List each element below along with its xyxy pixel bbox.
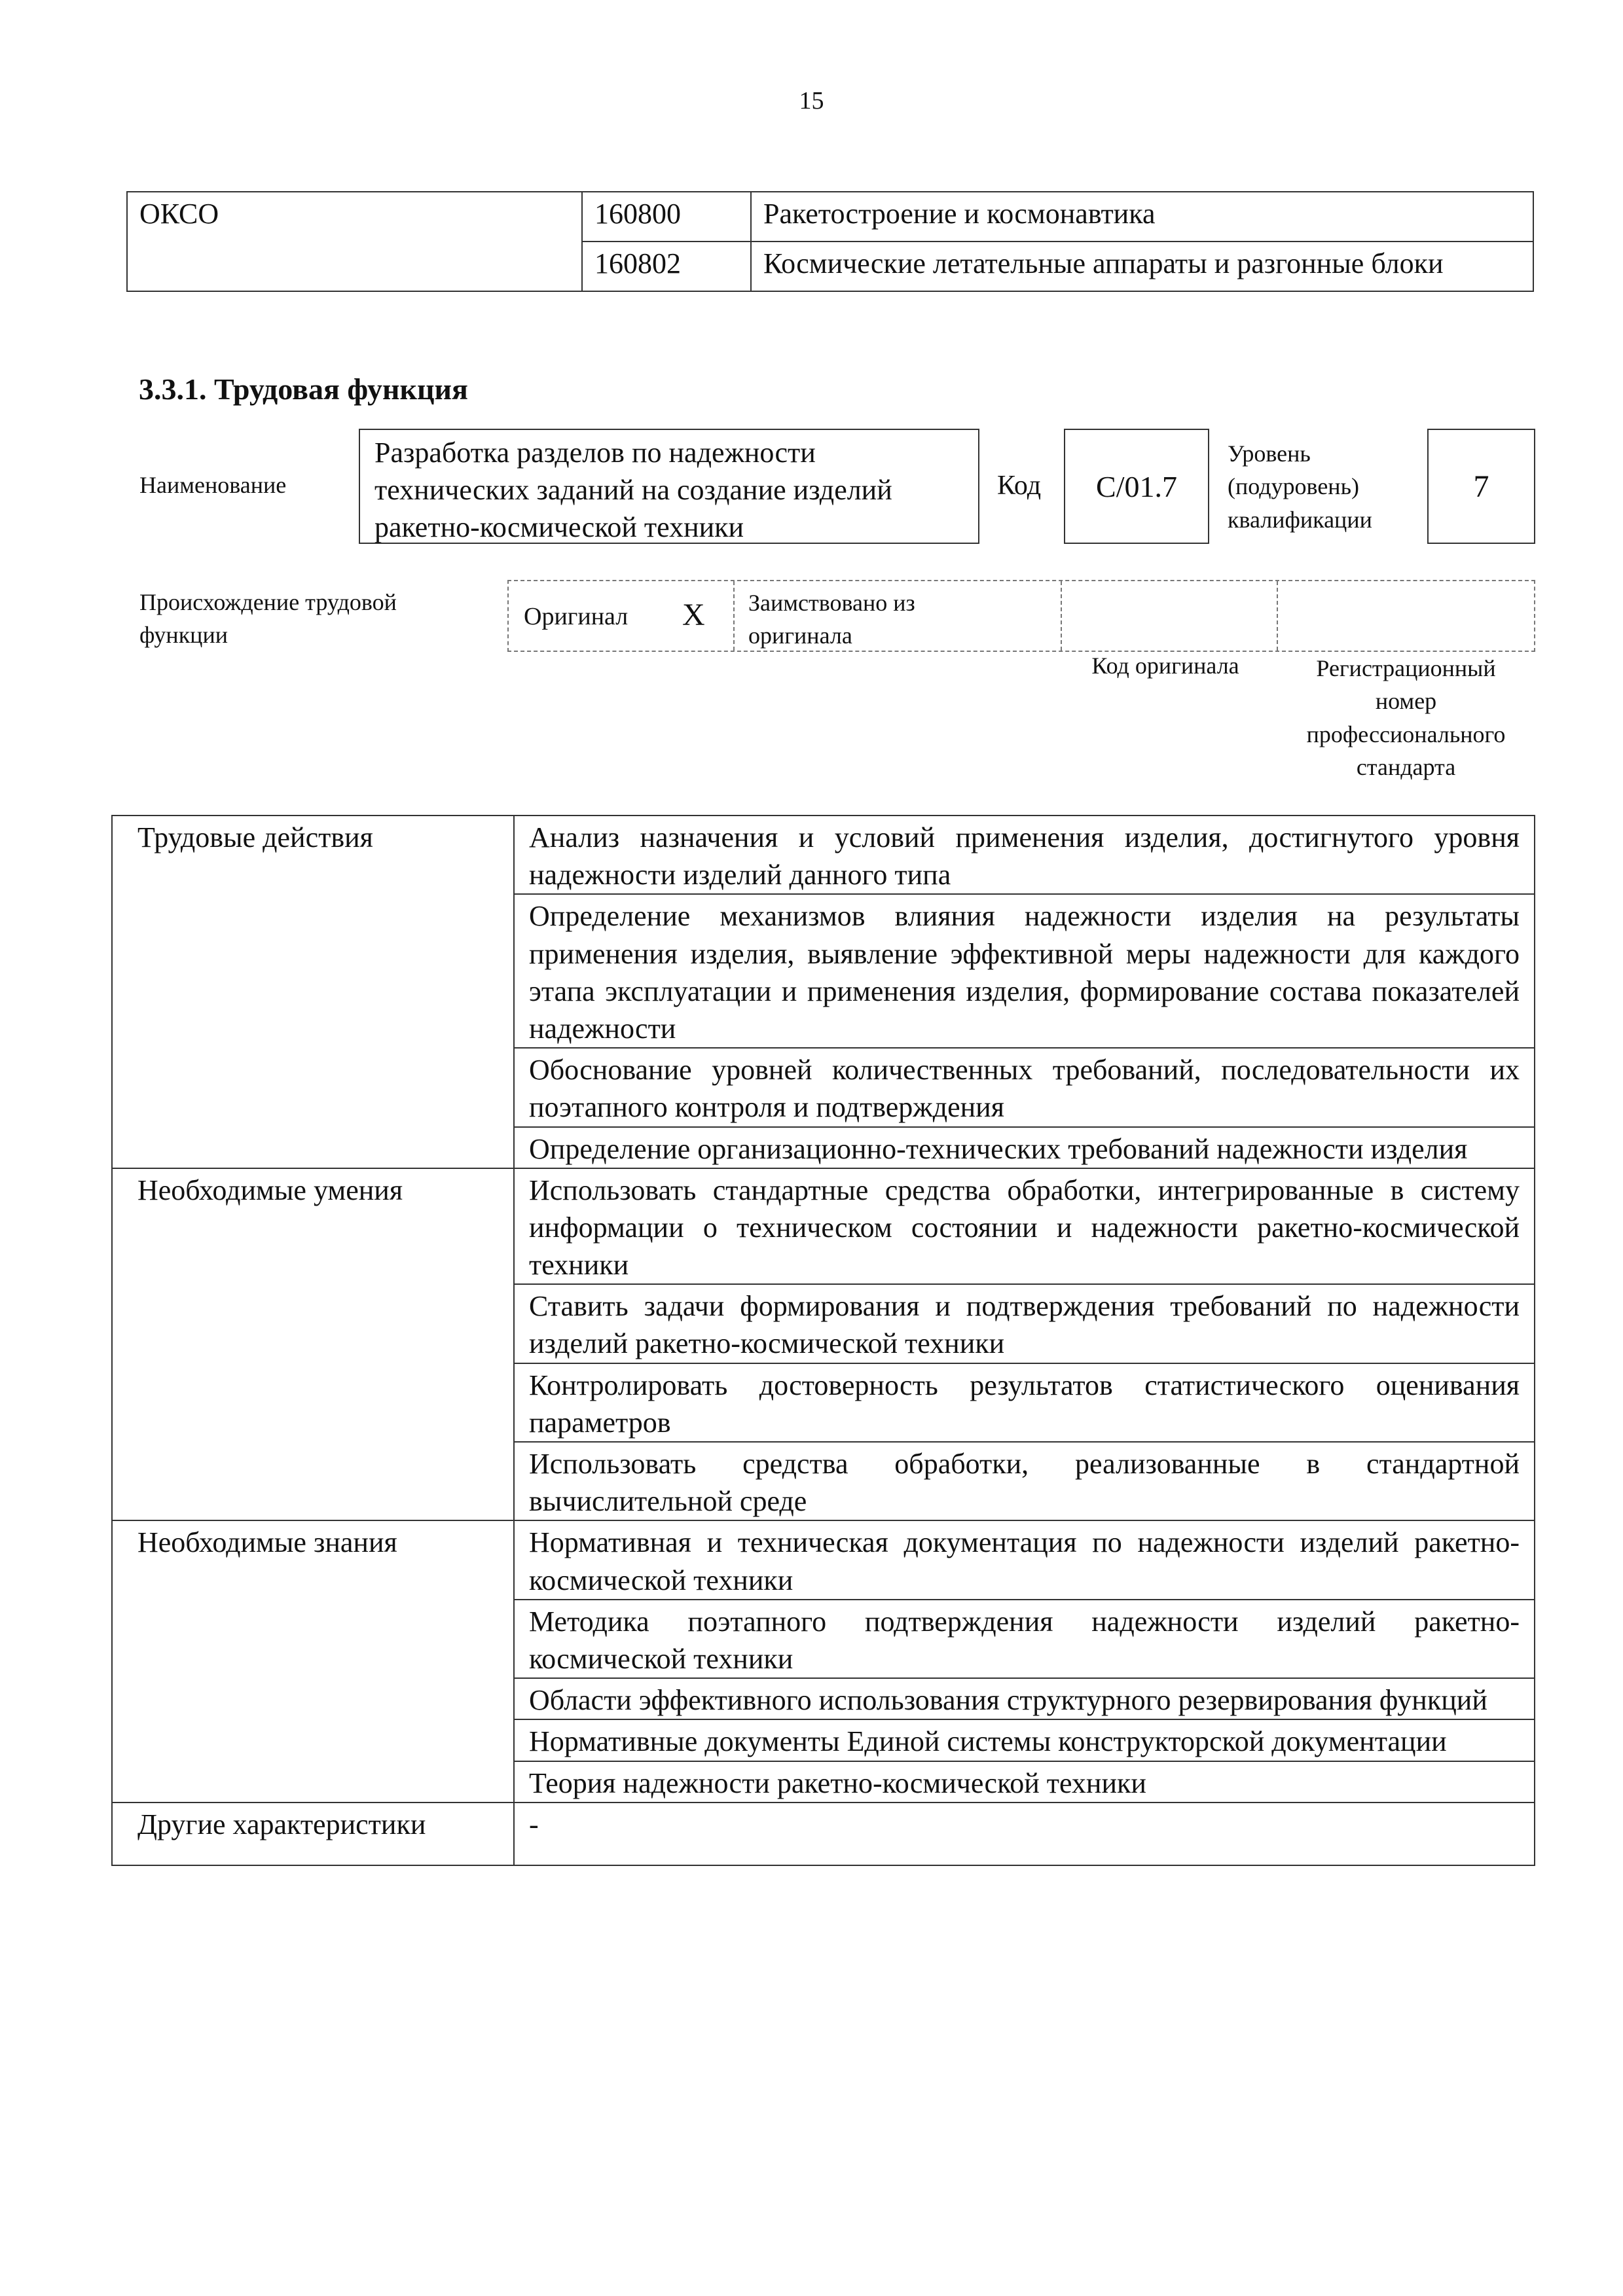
- original-mark: X: [682, 598, 705, 632]
- reg-caption-line: стандарта: [1356, 754, 1456, 781]
- labor-action-item: Определение организационно-технических требований надежности изделия: [514, 1127, 1535, 1168]
- knowledge-item: Нормативная и техническая документация по надежности изделий ракетно-космической техники: [514, 1520, 1535, 1599]
- level-label-line: квалификации: [1228, 506, 1372, 533]
- borrowed-label-line: оригинала: [748, 622, 852, 649]
- reg-caption-line: профессионального: [1306, 721, 1506, 747]
- table-row: [112, 1168, 1535, 1285]
- level-label-line: (подуровень): [1228, 473, 1359, 500]
- labor-action-item: Определение механизмов влияния надежности изделия на результаты применения изделия, выявление эффективной меры надежности для каждого этапа эксплуатации и применения изделия, формирование состава показателей надежности: [514, 894, 1535, 1048]
- knowledge-item: Нормативные документы Единой системы конструкторской документации: [514, 1719, 1535, 1761]
- okso-table: [126, 191, 1534, 292]
- skill-item: Использовать средства обработки, реализованные в стандартной вычислительной среде: [514, 1442, 1535, 1520]
- labor-function-table: [111, 815, 1535, 1866]
- qualification-level-label: [1228, 437, 1372, 536]
- level-label-line: Уровень: [1228, 440, 1311, 467]
- knowledge-item: Теория надежности ракетно-космической техники: [514, 1761, 1535, 1803]
- knowledge-label: Необходимые знания: [112, 1520, 514, 1802]
- origin-label: [139, 586, 397, 652]
- skills-label: Необходимые умения: [112, 1168, 514, 1521]
- page-number: 15: [799, 87, 824, 115]
- origin-table: [507, 580, 1535, 652]
- skill-item: Контролировать достоверность результатов статистического оценивания параметров: [514, 1363, 1535, 1442]
- registration-number-caption: [1277, 652, 1535, 784]
- other-characteristics-value: -: [514, 1803, 1535, 1865]
- labor-actions-label: Трудовые действия: [112, 816, 514, 1168]
- reg-caption-line: Регистрационный: [1316, 655, 1496, 681]
- table-row: [112, 1520, 1535, 1599]
- table-row: [112, 816, 1535, 894]
- name-label: Наименование: [139, 472, 287, 498]
- knowledge-item: Области эффективного использования структурного резервирования функций: [514, 1678, 1535, 1719]
- code-label: Код: [997, 471, 1042, 501]
- labor-action-item: Обоснование уровней количественных требований, последовательности их поэтапного контроля и подтверждения: [514, 1048, 1535, 1126]
- function-name: Разработка разделов по надежности технических заданий на создание изделий ракетно-космической техники: [359, 429, 979, 544]
- okso-code: 160800: [582, 192, 751, 242]
- origin-label-line: функции: [139, 622, 228, 649]
- okso-name: Ракетостроение и космонавтика: [751, 192, 1533, 242]
- borrowed-label: [748, 586, 915, 653]
- skill-item: Использовать стандартные средства обработки, интегрированные в систему информации о техническом состоянии и надежности ракетно-космической техники: [514, 1168, 1535, 1285]
- borrowed-label-line: Заимствовано из: [748, 590, 915, 616]
- okso-label: ОКСО: [127, 192, 582, 291]
- okso-name: Космические летательные аппараты и разгонные блоки: [751, 242, 1533, 291]
- origin-label-line: Происхождение трудовой: [139, 589, 397, 615]
- original-label: Оригинал: [524, 603, 629, 630]
- table-row: [112, 1803, 1535, 1865]
- okso-row: [127, 192, 1533, 242]
- function-code: C/01.7: [1064, 429, 1209, 544]
- other-characteristics-label: Другие характеристики: [112, 1803, 514, 1865]
- knowledge-item: Методика поэтапного подтверждения надежности изделий ракетно-космической техники: [514, 1600, 1535, 1678]
- skill-item: Ставить задачи формирования и подтверждения требований по надежности изделий ракетно-космической техники: [514, 1284, 1535, 1363]
- okso-code: 160802: [582, 242, 751, 291]
- original-code-caption: Код оригинала: [1091, 653, 1239, 679]
- reg-caption-line: номер: [1375, 688, 1437, 715]
- qualification-level: 7: [1427, 429, 1535, 544]
- labor-action-item: Анализ назначения и условий применения изделия, достигнутого уровня надежности изделий данного типа: [514, 816, 1535, 894]
- section-title: 3.3.1. Трудовая функция: [139, 372, 468, 406]
- origin-code-cell: [1062, 581, 1278, 651]
